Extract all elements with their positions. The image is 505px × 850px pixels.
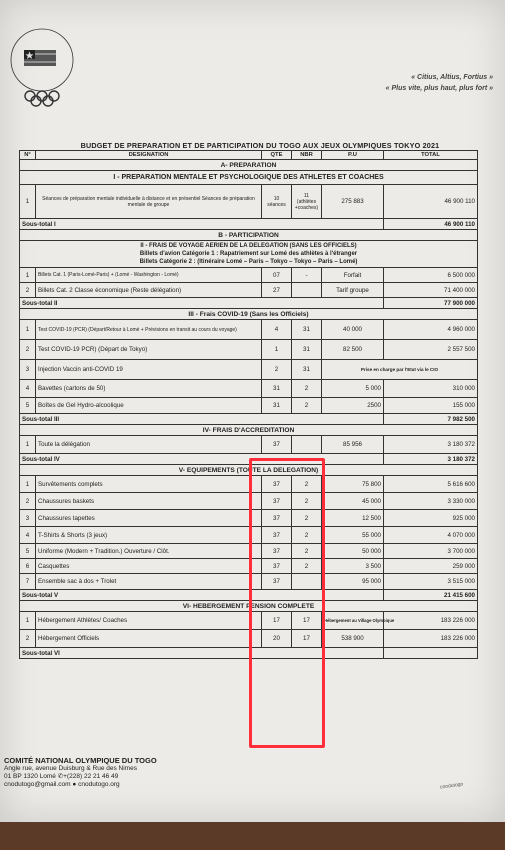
cell-total: 310 000 bbox=[384, 380, 478, 398]
section-title: VI- HEBERGEMENT PENSION COMPLETE bbox=[20, 601, 478, 612]
subtotal-label: Sous-total II bbox=[20, 298, 384, 309]
cell-pu: 538 900 bbox=[322, 630, 384, 648]
table-row bbox=[20, 398, 478, 414]
cell-qte: 37 bbox=[262, 510, 292, 527]
cell-total: 4 960 000 bbox=[384, 320, 478, 340]
cell-n: 2 bbox=[20, 340, 36, 360]
cell-total: 3 515 000 bbox=[384, 574, 478, 590]
section-title: III - Frais COVID-19 (Sans les Officiels) bbox=[20, 309, 478, 320]
col-header: NBR bbox=[292, 151, 322, 160]
cell-pu: 50 000 bbox=[322, 544, 384, 559]
subtotal-label: Sous-total VI bbox=[20, 648, 384, 659]
cell-pu: 3 500 bbox=[322, 559, 384, 574]
cell-pu: 85 956 bbox=[322, 436, 384, 454]
col-header: QTE bbox=[262, 151, 292, 160]
cell-nbr: 2 bbox=[292, 510, 322, 527]
cell-pu: 40 000 bbox=[322, 320, 384, 340]
cell-pu: 95 000 bbox=[322, 574, 384, 590]
subtotal-value: 7 982 500 bbox=[384, 414, 478, 425]
cell-nbr: 2 bbox=[292, 476, 322, 493]
cell-qte: 37 bbox=[262, 544, 292, 559]
cell-total: 183 226 000 bbox=[384, 630, 478, 648]
cell-nbr: 31 bbox=[292, 360, 322, 380]
cell-total: 2 557 500 bbox=[384, 340, 478, 360]
cell-qte: 17 bbox=[262, 612, 292, 630]
cell-n: 1 bbox=[20, 268, 36, 283]
cell-pu-note: Hébergement au Village Olympique bbox=[322, 612, 384, 630]
cell-qte: 27 bbox=[262, 283, 292, 298]
col-header: N° bbox=[20, 151, 36, 160]
cell-n: 1 bbox=[20, 436, 36, 454]
cell-n: 7 bbox=[20, 574, 36, 590]
section-subtitle-line: II - FRAIS DE VOYAGE AERIEN DE LA DELEGATION (SANS LES OFFICIELS) bbox=[140, 243, 357, 249]
section-title: A- PREPARATION bbox=[20, 160, 478, 171]
cell-designation: Hébergement Officiels bbox=[36, 630, 262, 648]
cell-n: 3 bbox=[20, 360, 36, 380]
cell-qte: 31 bbox=[262, 398, 292, 414]
cell-n: 4 bbox=[20, 380, 36, 398]
cell-qte: 2 bbox=[262, 360, 292, 380]
table-row bbox=[20, 268, 478, 283]
cell-designation: Séances de préparation mentale individuelle à distance et en présentiel Séances de préparation mentale de groupe bbox=[36, 185, 262, 219]
section-subtitle-line: Billets Catégorie 2 : (Itinéraire Lomé – Paris – Tokyo – Tokyo – Paris – Lomé) bbox=[139, 259, 358, 265]
footer-stamp: cnodutogo bbox=[439, 781, 464, 791]
cell-qte: 4 bbox=[262, 320, 292, 340]
footer-phone: 01 BP 1320 Lomé ✆+(228) 22 21 46 49 bbox=[4, 773, 119, 780]
cell-qte: 37 bbox=[262, 574, 292, 590]
cell-designation: Chaussures tapettes bbox=[36, 510, 262, 527]
cell-designation: T-Shirts & Shorts (3 jeux) bbox=[36, 527, 262, 544]
motto-french: « Plus vite, plus haut, plus fort » bbox=[385, 85, 493, 92]
section-title: B - PARTICIPATION bbox=[20, 230, 478, 241]
cell-total: 155 000 bbox=[384, 398, 478, 414]
table-row bbox=[20, 436, 478, 454]
cell-qte: 37 bbox=[262, 559, 292, 574]
cell-pu: 275 883 bbox=[322, 185, 384, 219]
section-subtitle-line: Billets d'avion Catégorie 1 : Rapatriement sur Lomé des athlètes à l'étranger bbox=[139, 251, 358, 257]
cell-total: 5 616 600 bbox=[384, 476, 478, 493]
cell-nbr: 17 bbox=[292, 612, 322, 630]
subtotal-label: Sous-total IV bbox=[20, 454, 384, 465]
cell-nbr: 2 bbox=[292, 398, 322, 414]
subtotal-label: Sous-total V bbox=[20, 590, 384, 601]
cell-pu: 75 800 bbox=[322, 476, 384, 493]
section-title: V- EQUIPEMENTS (TOUTE LA DELEGATION) bbox=[20, 465, 478, 476]
cell-n: 1 bbox=[20, 185, 36, 219]
subtotal-value: 46 900 110 bbox=[384, 219, 478, 230]
footer-org: COMITÉ NATIONAL OLYMPIQUE DU TOGO bbox=[4, 756, 157, 765]
motto-latin: « Citius, Altius, Fortius » bbox=[411, 74, 493, 81]
cell-designation: Toute la délégation bbox=[36, 436, 262, 454]
cell-qte: 20 bbox=[262, 630, 292, 648]
footer-address bbox=[4, 757, 157, 789]
table-row bbox=[20, 380, 478, 398]
table-row bbox=[20, 185, 478, 219]
cell-designation: Boîtes de Gel Hydro-alcoolique bbox=[36, 398, 262, 414]
cell-pu: Forfait bbox=[322, 268, 384, 283]
col-header: P.U bbox=[322, 151, 384, 160]
cell-nbr bbox=[292, 283, 322, 298]
table-header bbox=[20, 151, 478, 160]
table-row bbox=[20, 320, 478, 340]
cell-nbr bbox=[292, 436, 322, 454]
cell-n: 1 bbox=[20, 612, 36, 630]
cell-nbr: 2 bbox=[292, 380, 322, 398]
cell-nbr: 11 (athlètes +coaches) bbox=[292, 185, 322, 219]
cell-qte: 31 bbox=[262, 380, 292, 398]
subtotal-row bbox=[20, 298, 478, 309]
cell-n: 2 bbox=[20, 630, 36, 648]
cell-pu: Tarif groupe bbox=[322, 283, 384, 298]
cell-total: 4 070 000 bbox=[384, 527, 478, 544]
subtotal-value: 3 180 372 bbox=[384, 454, 478, 465]
document-title: BUDGET DE PREPARATION ET DE PARTICIPATION DU TOGO AUX JEUX OLYMPIQUES TOKYO 2021 bbox=[80, 141, 440, 150]
cnot-logo bbox=[4, 22, 80, 112]
highlight-box bbox=[249, 458, 325, 748]
cell-qte: 37 bbox=[262, 527, 292, 544]
cell-nbr: 2 bbox=[292, 493, 322, 510]
cell-qte: 37 bbox=[262, 476, 292, 493]
cell-n: 1 bbox=[20, 320, 36, 340]
cell-nbr: 2 bbox=[292, 559, 322, 574]
cell-nbr: 2 bbox=[292, 544, 322, 559]
subtotal-value: 77 900 000 bbox=[384, 298, 478, 309]
cell-nbr: 17 bbox=[292, 630, 322, 648]
footer-street: Angle rue, avenue Duisburg & Rue des Nimes bbox=[4, 765, 137, 772]
cell-designation: Test COVID-19 PCR) (Départ de Tokyo) bbox=[36, 340, 262, 360]
cell-pu: 55 000 bbox=[322, 527, 384, 544]
section-title: I - PREPARATION MENTALE ET PSYCHOLOGIQUE DES ATHLETES ET COACHES bbox=[20, 171, 478, 185]
cell-n: 5 bbox=[20, 398, 36, 414]
subtotal-row bbox=[20, 219, 478, 230]
cell-total: 3 180 372 bbox=[384, 436, 478, 454]
cell-designation: Uniforme (Modern + Tradition.) Ouverture / Clôt. bbox=[36, 544, 262, 559]
cell-designation: Survêtements complets bbox=[36, 476, 262, 493]
subtotal-label: Sous-total I bbox=[20, 219, 384, 230]
cell-pu: 12 500 bbox=[322, 510, 384, 527]
cell-nbr: 2 bbox=[292, 527, 322, 544]
subtotal-row bbox=[20, 414, 478, 425]
cell-qte: 1 bbox=[262, 340, 292, 360]
cell-total: 46 900 110 bbox=[384, 185, 478, 219]
cell-designation: Billets Cat. 2 Classe économique (Reste délégation) bbox=[36, 283, 262, 298]
table-row bbox=[20, 360, 478, 380]
cell-nbr: 31 bbox=[292, 320, 322, 340]
cell-n: 1 bbox=[20, 476, 36, 493]
subtotal-value bbox=[384, 648, 478, 659]
cell-n: 4 bbox=[20, 527, 36, 544]
cell-designation: Bavettes (cartons de 50) bbox=[36, 380, 262, 398]
cell-pu: 5 000 bbox=[322, 380, 384, 398]
cell-total: 71 400 000 bbox=[384, 283, 478, 298]
cell-total: 925 000 bbox=[384, 510, 478, 527]
cell-n: 6 bbox=[20, 559, 36, 574]
cell-n: 2 bbox=[20, 283, 36, 298]
subtotal-value: 21 415 600 bbox=[384, 590, 478, 601]
cell-total: 6 500 000 bbox=[384, 268, 478, 283]
cell-qte: 37 bbox=[262, 436, 292, 454]
budget-table-container bbox=[19, 150, 477, 659]
cell-qte: 37 bbox=[262, 493, 292, 510]
cell-nbr: - bbox=[292, 268, 322, 283]
cell-total: 3 700 000 bbox=[384, 544, 478, 559]
cell-qte: 10 séances bbox=[262, 185, 292, 219]
table-row bbox=[20, 340, 478, 360]
cell-pu: 45 000 bbox=[322, 493, 384, 510]
cell-n: 2 bbox=[20, 493, 36, 510]
col-header: TOTAL bbox=[384, 151, 478, 160]
cell-total: 183 226 000 bbox=[384, 612, 478, 630]
cell-pu-note: Prise en charge par l'Etat via le CIO bbox=[322, 360, 478, 380]
section-title: IV- FRAIS D'ACCREDITATION bbox=[20, 425, 478, 436]
cell-designation: Casquettes bbox=[36, 559, 262, 574]
cell-designation: Billets Cat. 1 (Paris-Lomé-Paris) + (Lomé - Washington - Lomé) bbox=[36, 268, 262, 283]
cell-designation: Chaussures baskets bbox=[36, 493, 262, 510]
table-row bbox=[20, 283, 478, 298]
background-surface bbox=[0, 822, 505, 850]
subtotal-label: Sous-total III bbox=[20, 414, 384, 425]
cell-qte: 07 bbox=[262, 268, 292, 283]
cell-designation: Test COVID-19 (PCR) (Départ/Retour à Lomé + Prévisions en transit au cours du voyage) bbox=[36, 320, 262, 340]
col-header: DESIGNATION bbox=[36, 151, 262, 160]
cell-nbr: 31 bbox=[292, 340, 322, 360]
olympic-motto bbox=[386, 72, 493, 94]
cell-n: 3 bbox=[20, 510, 36, 527]
cell-designation: Hébergement Athlètes/ Coaches bbox=[36, 612, 262, 630]
cell-designation: Injection Vaccin anti-COVID 19 bbox=[36, 360, 262, 380]
section-subtitle bbox=[20, 241, 478, 268]
cell-pu: 2500 bbox=[322, 398, 384, 414]
cell-pu: 82 500 bbox=[322, 340, 384, 360]
footer-email: cnodutogo@gmail.com ● cnodutogo.org bbox=[4, 781, 120, 788]
cell-designation: Ensemble sac à dos + Trolet bbox=[36, 574, 262, 590]
cell-total: 259 000 bbox=[384, 559, 478, 574]
cell-total: 3 330 000 bbox=[384, 493, 478, 510]
cell-n: 5 bbox=[20, 544, 36, 559]
